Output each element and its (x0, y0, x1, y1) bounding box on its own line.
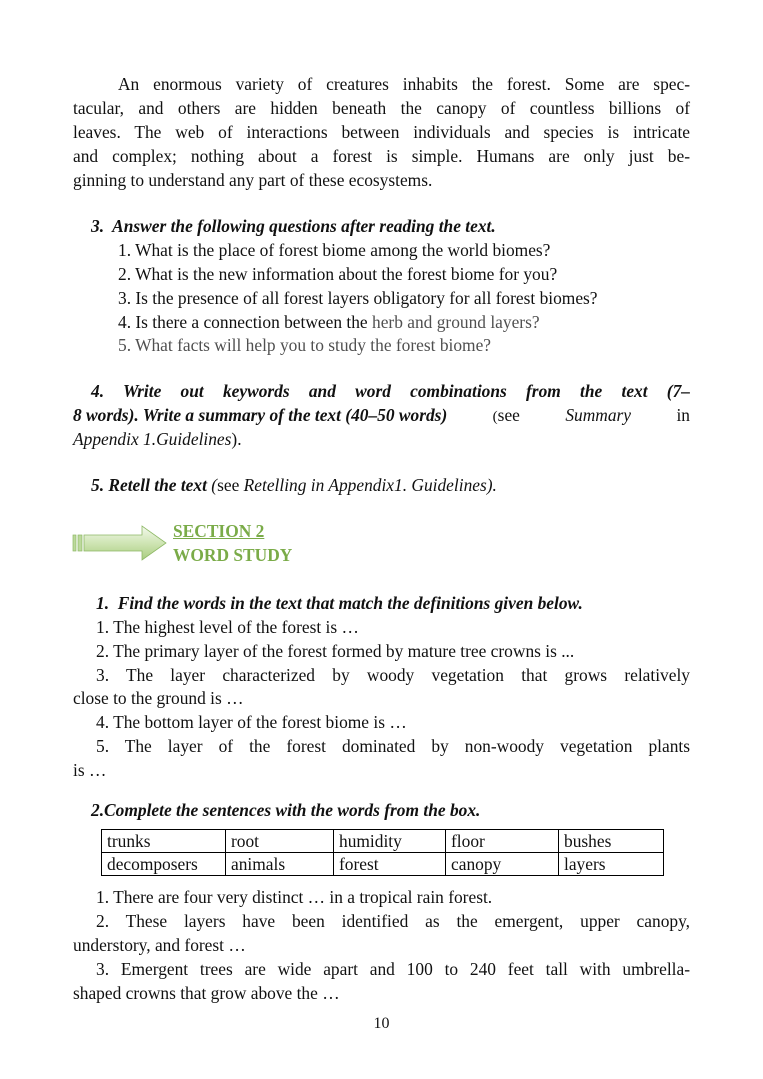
question-item: 2. What is the new information about the forest biome for you? (118, 264, 558, 284)
task-5-paren: ( (211, 475, 218, 495)
intro-line: ginning to understand any part of these ecosystems. (73, 170, 433, 190)
task-5-title: 5. Retell the text (91, 475, 207, 495)
definition-item-cont: is … (73, 760, 107, 780)
definition-item: 3. The layer characterized by woody vegetation that grows relatively (96, 665, 690, 685)
word-cell: decomposers (102, 853, 226, 876)
task-4-line-1: 4. Write out keywords and word combinations from the text (7– (91, 381, 690, 401)
exercise-1-number: 1. (96, 593, 110, 613)
exercise-1-heading (96, 592, 583, 616)
word-cell: floor (446, 830, 559, 853)
word-cell: layers (559, 853, 664, 876)
intro-line: An enormous variety of creatures inhabits the forest. Some are spec- (118, 74, 690, 94)
exercise-2-heading (91, 799, 480, 823)
definition-item: 2. The primary layer of the forest formed by mature tree crowns is ... (96, 641, 575, 661)
word-cell: bushes (559, 830, 664, 853)
intro-line: and complex; nothing about a forest is simple. Humans are only just be- (73, 146, 690, 166)
question-item: 3. Is the presence of all forest layers obligatory for all forest biomes? (118, 288, 598, 308)
task-4-line-3 (73, 428, 242, 452)
task-3-number: 3. (91, 216, 105, 236)
word-cell: canopy (446, 853, 559, 876)
sentence-item-cont: shaped crowns that grow above the … (73, 983, 340, 1003)
exercise-2-title: Complete the sentences with the words from the box. (104, 800, 481, 820)
word-cell: trunks (102, 830, 226, 853)
page-number: 10 (373, 1015, 390, 1032)
word-cell: humidity (334, 830, 446, 853)
sentence-item-cont: understory, and forest … (73, 935, 246, 955)
task-5 (91, 474, 497, 498)
sentence-item: 1. There are four very distinct … in a tropical rain forest. (96, 887, 493, 907)
definition-item: 1. The highest level of the forest is … (96, 617, 359, 637)
exercise-1-title: Find the words in the text that match the definitions given below. (117, 593, 583, 613)
question-4-text: 4. Is there a connection between the (118, 312, 368, 332)
task-4-summary: Summary (565, 405, 632, 425)
word-cell: root (226, 830, 334, 853)
word-box-row (102, 830, 664, 853)
question-item (118, 311, 540, 335)
task-4-see-group (493, 404, 520, 430)
task-3-title: Answer the following questions after reading the text. (112, 216, 496, 236)
task-4-bold-text: 8 words). Write a summary of the text (40–50 words) (73, 405, 448, 425)
exercise-2-number: 2. (91, 800, 105, 820)
definition-item: 5. The layer of the forest dominated by non-woody vegetation plants (96, 736, 690, 756)
definition-item: 4. The bottom layer of the forest biome is … (96, 712, 407, 732)
word-box-row (102, 853, 664, 876)
sentence-item: 2. These layers have been identified as the emergent, upper canopy, (96, 911, 690, 931)
definition-item-cont: close to the ground is … (73, 688, 244, 708)
task-4-paren: ( (492, 409, 498, 425)
question-4-tail: herb and ground layers? (372, 312, 540, 332)
task-4-line-2 (73, 404, 690, 430)
section-title: WORD STUDY (173, 545, 293, 565)
question-item: 1. What is the place of forest biome among the world biomes? (118, 240, 551, 260)
task-4-see: see (497, 405, 520, 425)
task-5-see: see (217, 475, 240, 495)
arrow-icon (72, 524, 168, 562)
word-cell: forest (334, 853, 446, 876)
task-4-appendix: Appendix 1.Guidelines (73, 429, 232, 449)
sentence-item: 3. Emergent trees are wide apart and 100 to 240 feet tall with umbrella- (96, 959, 690, 979)
task-3-heading (91, 215, 496, 239)
word-box (101, 829, 664, 876)
intro-line: tacular, and others are hidden beneath the canopy of countless billions of (73, 98, 690, 118)
intro-line: leaves. The web of interactions between individuals and species is intricate (73, 122, 690, 142)
question-item: 5. What facts will help you to study the forest biome? (118, 335, 492, 355)
word-cell: animals (226, 853, 334, 876)
task-5-ref: Retelling in Appendix1. Guidelines). (243, 475, 497, 495)
task-4-in: in (676, 405, 690, 425)
section-label: SECTION 2 (173, 521, 265, 541)
task-4-close: ). (231, 429, 242, 449)
